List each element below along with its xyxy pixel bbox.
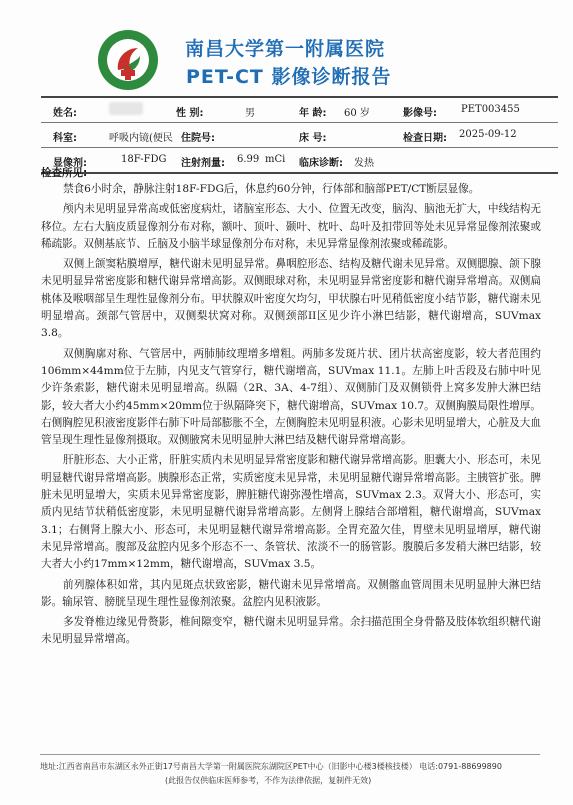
diagnosis-label: 临床诊断: — [299, 158, 343, 169]
dept-label: 科室: — [53, 133, 77, 144]
findings-body — [41, 181, 541, 652]
info-row-1 — [41, 96, 558, 123]
exam-date-label: 检查日期: — [403, 133, 447, 144]
findings-paragraph: 禁食6小时余，静脉注射18F-FDG后，休息约60分钟，行体部和脑部PET/CT断层显像。 — [63, 183, 480, 195]
report-title: PET-CT 影像诊断报告 — [186, 66, 392, 88]
age-label: 年 龄: — [299, 108, 327, 119]
footer-address: 地址:江西省南昌市东湖区永外正街17号南昌大学第一附属医院东湖院区PET中心（旧影中心楼3楼核技楼） 电话:0791-88699890 — [40, 762, 502, 771]
image-no-label: 影像号: — [403, 108, 437, 119]
findings-paragraph: 双侧胸廓对称、气管居中，两肺肺纹理增多增粗。两肺多发斑片状、团片状高密度影，较大者范围约106mm×44mm位于左肺，内见支气管穿行，糖代谢增高，SUVmax 11.1。左肺上叶舌段及右肺中叶见少许条索影，糖代谢未见明显增高。纵隔（2R、3A、4-7组）、双侧肺门及双侧锁骨上窝多发肿大淋巴结影，较大者大小约45mm×20mm位于纵隔降突下，糖代谢增高，SUVmax 10.7。双侧胸膜局限性增厚。右侧胸腔见积液密度影伴右肺下叶局部膨胀不全，左侧胸腔未见明显积液。心影未见明显增大，心脏及大血管呈现生理性显像剂摄取。双侧腋窝未见明显肿大淋巴结及糖代谢异常增高影。 — [41, 347, 541, 447]
findings-paragraph: 颅内未见明显异常高或低密度病灶，诸脑室形态、大小、位置无改变，脑沟、脑池无扩大，中线结构无移位。左右大脑皮质显像剂分布对称，额叶、顶叶、颞叶、枕叶、岛叶及扣带回等处未见异常显像剂浓聚或稀疏影。双侧基底节、丘脑及小脑半球显像剂分布对称，未见异常显像剂浓聚或稀疏影。 — [41, 203, 541, 250]
hospital-name: 南昌大学第一附属医院 — [185, 38, 386, 60]
inpatient-label: 住院号: — [181, 133, 215, 144]
sex-label: 性 别: — [176, 108, 204, 119]
agent-value: 18F-FDG — [121, 154, 167, 165]
image-no-value: PET003455 — [461, 104, 520, 115]
findings-paragraph: 多发脊椎边缘见骨赘影，椎间隙变窄，糖代谢未见明显异常。余扫描范围全身骨骼及肢体软组织糖代谢未见明显异常增高。 — [41, 616, 541, 646]
footer-disclaimer: (此报告仅供临床医师参考，不作为法律依据，复制件无效) — [165, 776, 372, 785]
age-value: 60 岁 — [344, 108, 370, 119]
dose-value: 6.99 — [237, 154, 260, 165]
findings-paragraph: 双侧上颌窦粘膜增厚，糖代谢未见明显异常。鼻咽腔形态、结构及糖代谢未见异常。双侧腮腺、颌下腺未见明显异常密度影和糖代谢异常增高影。双侧眼球对称，未见明显异常密度影和糖代谢异常增高。双侧扁桃体及喉咽部呈生理性显像剂分布。甲状腺双叶密度欠均匀，甲状腺右叶见稍低密度小结节影，糖代谢未见明显增高。颈部气管居中，双侧梨状窝对称。双侧颈部II区见少许小淋巴结影，糖代谢增高，SUVmax 3.8。 — [41, 258, 541, 340]
info-row-2 — [41, 123, 558, 148]
findings-title: 检查所见: — [41, 167, 88, 179]
diagnosis-value: 发热 — [354, 158, 374, 169]
info-row-3 — [41, 148, 558, 174]
findings-paragraph: 前列腺体积如常，其内见斑点状致密影，糖代谢未见异常增高。双侧髂血管周围未见明显肿大淋巴结影。输尿管、膀胱呈现生理性显像剂浓聚。盆腔内见积液影。 — [41, 578, 541, 608]
exam-date-value: 2025-09-12 — [459, 129, 517, 140]
agent-label: 显像剂: — [53, 158, 87, 169]
report-footer — [40, 754, 540, 785]
dose-label: 注射剂量: — [181, 158, 225, 169]
dept-value: 呼吸内镜(便民 — [109, 133, 173, 144]
redacted-name — [109, 102, 143, 115]
name-label: 姓名: — [53, 108, 77, 119]
hospital-logo-icon — [96, 28, 160, 92]
patient-info-table — [41, 96, 558, 174]
bed-label: 床 号: — [299, 133, 327, 144]
findings-paragraph: 肝脏形态、大小正常，肝脏实质内未见明显异常密度影和糖代谢异常增高影。胆囊大小、形态可，未见明显糖代谢异常增高影。胰腺形态正常，实质密度未见异常，未见明显糖代谢异常增高影。主胰管扩张。脾脏未见明显增大，实质未见异常密度影，脾脏糖代谢弥漫性增高，SUVmax 2.3。双肾大小、形态可，实质内见结节状稍低密度影，未见明显糖代谢异常增高影。左侧肾上腺结合部增粗，糖代谢增高，SUVmax 3.1；右侧肾上腺大小、形态可，未见明显糖代谢异常增高影。全胃充盈欠佳，胃壁未见明显增厚，糖代谢未见异常增高。腹部及盆腔内见多个形态不一、条管状、浓淡不一的肠管影。腹膜后多发稍大淋巴结影，较大者大小约17mm×12mm，糖代谢增高，SUVmax 3.5。 — [41, 454, 541, 571]
dose-unit: mCi — [265, 154, 286, 165]
sex-value: 男 — [245, 108, 255, 119]
